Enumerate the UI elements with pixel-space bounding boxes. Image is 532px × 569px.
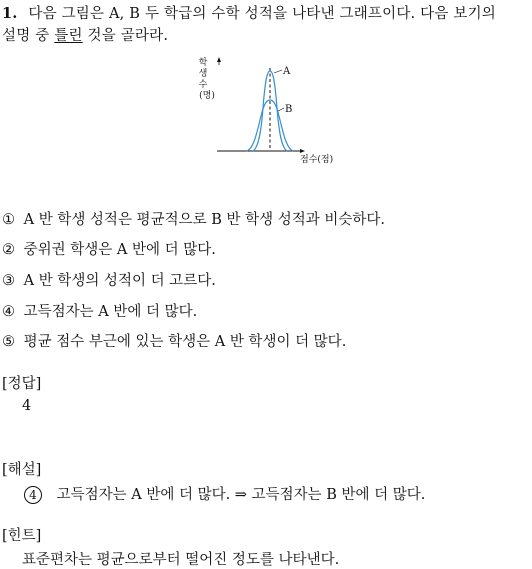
x-axis-label: 점수(점) <box>300 155 334 165</box>
series-a-label: A <box>283 66 291 77</box>
series-b-label: B <box>285 104 293 115</box>
choice-2[interactable] <box>2 238 216 259</box>
choice-4[interactable] <box>2 300 197 321</box>
explanation-text: 고득점자는 A 반에 더 많다. ⇒ 고득점자는 B 반에 더 많다. <box>56 487 426 503</box>
question-text-2b: 것을 골라라. <box>82 28 169 44</box>
choice-1-text: A 반 학생 성적은 평균적으로 B 반 학생 성적과 비슷하다. <box>23 212 385 228</box>
choice-4-text: 고득점자는 A 반에 더 많다. <box>23 304 198 320</box>
series-a-curve <box>253 71 287 151</box>
y-axis-unit: (명) <box>199 91 215 101</box>
y-axis-label-char: 생 <box>198 69 208 79</box>
choice-3-mark: ③ <box>2 273 15 289</box>
question-number: 1. <box>2 5 18 22</box>
explanation-label: [해설] <box>2 462 42 478</box>
y-axis-label <box>199 56 215 101</box>
choice-1-mark: ① <box>2 212 15 228</box>
x-axis-arrow-head <box>300 149 305 153</box>
choice-3[interactable] <box>2 269 216 290</box>
choice-1[interactable] <box>2 208 385 229</box>
explanation-line <box>24 483 425 504</box>
answer-label: [정답] <box>2 376 42 392</box>
hint-text: 표준편차는 평균으로부터 떨어진 정도를 나타낸다. <box>22 552 340 568</box>
choice-4-mark: ④ <box>2 304 15 320</box>
choice-5-mark: ⑤ <box>2 334 15 350</box>
y-axis-label-char: 수 <box>198 80 208 90</box>
answer-value: 4 <box>22 398 32 414</box>
question-underlined-word: 틀린 <box>54 28 83 44</box>
series-b-leader <box>278 108 284 111</box>
question-text-1: 다음 그림은 A, B 두 학급의 수학 성적을 나타낸 그래프이다. 다음 보기의 <box>28 6 496 22</box>
question-line-1 <box>2 2 496 23</box>
question-text-2a: 설명 중 <box>2 28 55 44</box>
choice-2-mark: ② <box>2 242 15 258</box>
series-a-leader <box>274 70 282 73</box>
y-axis-label-char: 학 <box>198 58 208 68</box>
y-axis-arrow-head <box>217 57 221 62</box>
choice-3-text: A 반 학생의 성적이 더 고르다. <box>23 273 216 289</box>
choice-2-text: 중위권 학생은 A 반에 더 많다. <box>23 242 216 258</box>
choice-5-text: 평균 점수 부근에 있는 학생은 A 반 학생이 더 많다. <box>23 334 347 350</box>
hint-label: [힌트] <box>2 528 42 544</box>
choice-5[interactable] <box>2 330 346 351</box>
distribution-chart <box>190 52 350 170</box>
explanation-circled-number: 4 <box>24 486 42 504</box>
question-line-2 <box>2 24 168 45</box>
